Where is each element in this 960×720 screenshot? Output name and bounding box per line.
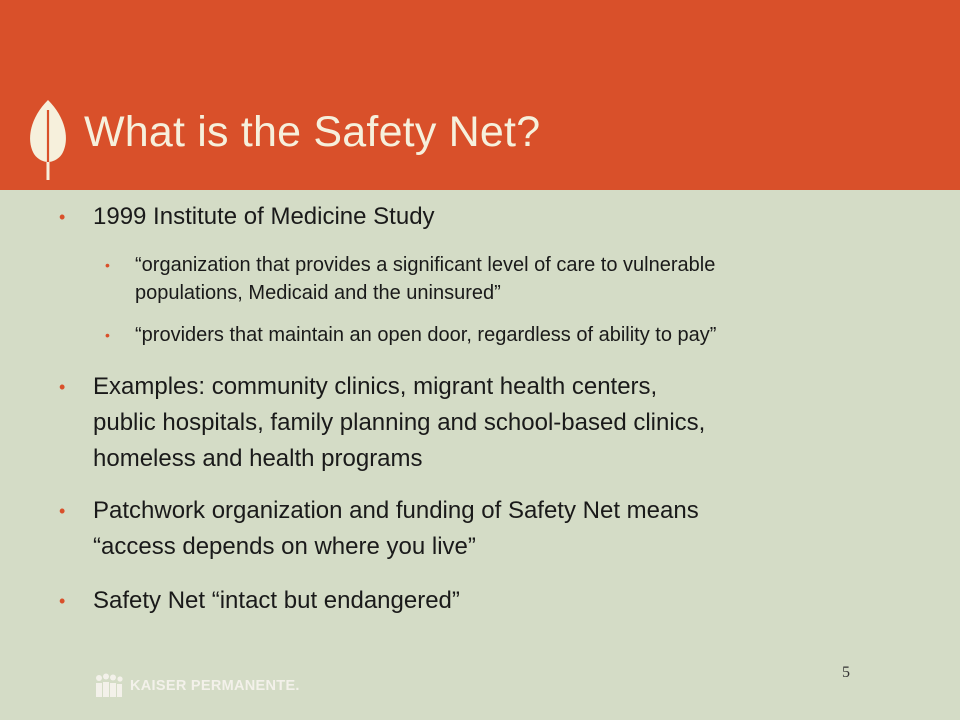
bullet-text: homeless and health programs [93, 445, 423, 472]
sub-bullet-item [105, 251, 716, 279]
bullet-text: “organization that provides a significant level of care to vulnerable [135, 254, 716, 276]
bullet-item [59, 370, 658, 404]
bullet-text: public hospitals, family planning and school-based clinics, [93, 409, 706, 436]
bullet-dot-icon: • [105, 257, 110, 273]
bullet-text: populations, Medicaid and the uninsured” [135, 282, 501, 304]
bullet-text: “access depends on where you live” [93, 533, 476, 560]
bullet-item [59, 200, 435, 234]
bullet-continuation [93, 442, 423, 476]
bullet-dot-icon: • [59, 207, 66, 227]
slide-title: What is the Safety Net? [84, 108, 541, 156]
bullet-dot-icon: • [59, 501, 66, 521]
bullet-text: 1999 Institute of Medicine Study [93, 203, 435, 230]
people-icon [94, 673, 124, 699]
page-number: 5 [842, 664, 850, 681]
bullet-text: “providers that maintain an open door, regardless of ability to pay” [135, 324, 717, 346]
bullet-continuation [93, 406, 705, 440]
bullet-item [59, 494, 699, 528]
bullet-text: Examples: community clinics, migrant health centers, [93, 373, 658, 400]
bullet-item [59, 584, 460, 618]
footer-logo [94, 673, 300, 699]
sub-bullet-continuation [135, 279, 501, 307]
bullet-dot-icon: • [59, 591, 66, 611]
bullet-dot-icon: • [105, 327, 110, 343]
bullet-text: Safety Net “intact but endangered” [93, 587, 460, 614]
brand-name: KAISER PERMANENTE. [130, 678, 300, 694]
sub-bullet-item [105, 321, 717, 349]
bullet-text: Patchwork organization and funding of Safety Net means [93, 497, 699, 524]
bullet-dot-icon: • [59, 377, 66, 397]
bullet-continuation [93, 530, 476, 564]
